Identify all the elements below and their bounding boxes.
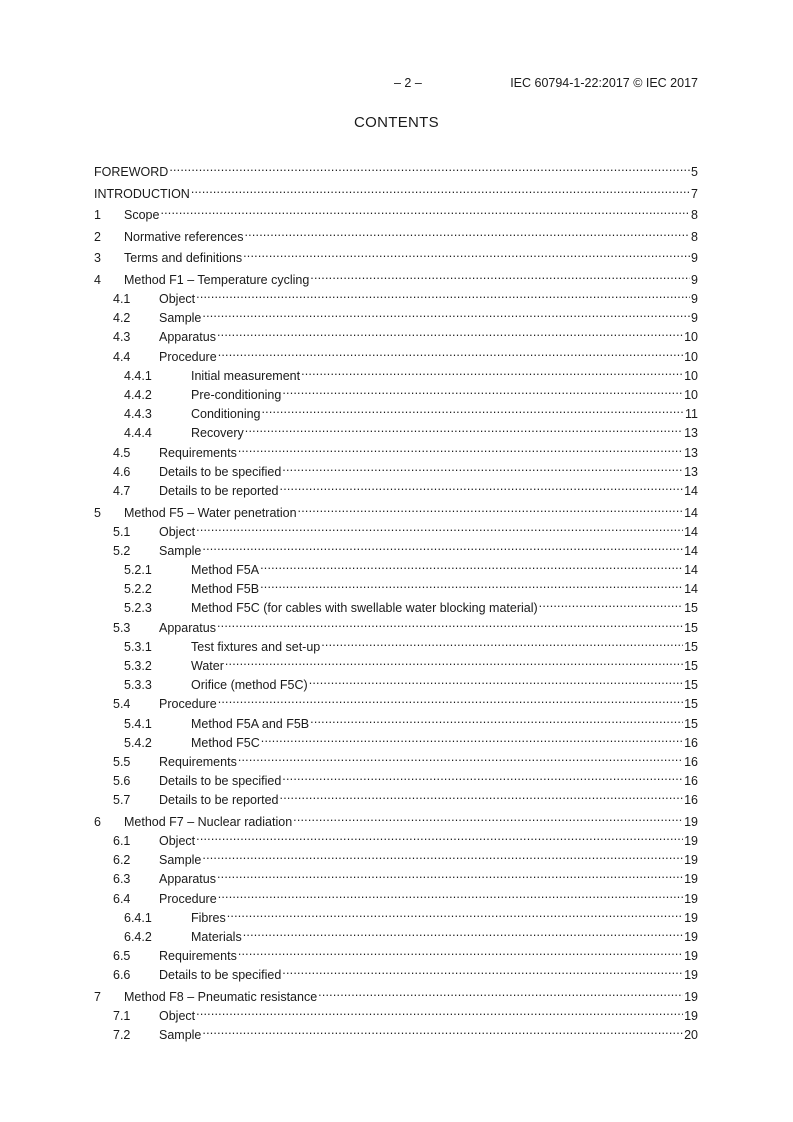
toc-entry[interactable] — [94, 284, 698, 307]
page-header — [94, 76, 698, 92]
toc-entry[interactable] — [94, 1001, 698, 1024]
dot-leader — [282, 380, 683, 399]
toc-entry-page: 15 — [684, 697, 698, 712]
dot-leader — [310, 709, 683, 728]
toc-entry[interactable] — [94, 884, 698, 906]
page-number: – 2 – — [394, 76, 422, 90]
toc-entry[interactable] — [94, 922, 698, 945]
toc-entry-page: 10 — [684, 388, 698, 403]
toc-entry-title: Requirements — [159, 445, 237, 460]
toc-entry[interactable] — [94, 747, 698, 769]
toc-entry[interactable] — [94, 418, 698, 441]
toc-entry-number: 5 — [94, 505, 101, 520]
toc-entry-page: 8 — [691, 208, 698, 223]
toc-entry-title: Method F5C — [191, 735, 260, 750]
dot-leader — [318, 982, 683, 1001]
toc-entry-title: Method F5 – Water penetration — [124, 505, 297, 520]
toc-entry-number: 7 — [94, 990, 101, 1004]
toc-entry-title: Pre-conditioning — [191, 388, 282, 403]
toc-entry[interactable] — [94, 864, 698, 887]
toc-entry-number: 5.2 — [113, 543, 131, 558]
toc-entry-title: Procedure — [159, 349, 217, 364]
toc-entry[interactable] — [94, 574, 698, 597]
dot-leader — [217, 864, 683, 883]
toc-entry[interactable] — [94, 1020, 698, 1043]
toc-entry[interactable] — [94, 766, 698, 789]
toc-entry-number: 5.2.3 — [124, 601, 152, 616]
dot-leader — [196, 517, 683, 536]
dot-leader — [280, 476, 684, 495]
toc-entry[interactable] — [94, 807, 698, 829]
toc-entry-title: Object — [159, 292, 196, 307]
toc-entry[interactable] — [94, 200, 698, 223]
dot-leader — [245, 222, 691, 241]
toc-entry-number: 5.5 — [113, 754, 131, 769]
toc-entry[interactable] — [94, 243, 698, 266]
toc-entry-title: Object — [159, 834, 196, 849]
dot-leader — [301, 361, 683, 380]
toc-entry-title: Requirements — [159, 949, 237, 964]
toc-entry-title: Conditioning — [191, 407, 261, 422]
toc-entry[interactable] — [94, 457, 698, 479]
toc-entry-number: 1 — [94, 208, 101, 223]
toc-entry-number: 6.6 — [113, 968, 131, 983]
toc-entry-page: 14 — [684, 582, 698, 597]
toc-entry-page: 19 — [684, 990, 698, 1004]
toc-entry-title: FOREWORD — [94, 165, 169, 179]
toc-entry[interactable] — [94, 361, 698, 383]
toc-entry[interactable] — [94, 960, 698, 983]
dot-leader — [238, 438, 683, 457]
toc-entry-title: Terms and definitions — [124, 251, 243, 266]
toc-entry-title: Orifice (method F5C) — [191, 678, 308, 693]
toc-entry[interactable] — [94, 476, 698, 498]
dot-leader — [196, 826, 683, 845]
dot-leader — [196, 284, 690, 303]
toc-entry-page: 15 — [684, 620, 698, 635]
toc-entry-title: Water — [191, 659, 224, 674]
toc-entry-title: Method F5A — [191, 563, 260, 578]
toc-entry-page: 10 — [684, 368, 698, 383]
toc-entry-page: 16 — [684, 754, 698, 769]
toc-entry-title: Method F5C (for cables with swellable water blocking material) — [191, 601, 538, 616]
toc-entry-number: 4.4.1 — [124, 368, 152, 383]
toc-entry-page: 16 — [684, 774, 698, 789]
toc-entry[interactable] — [94, 157, 698, 179]
toc-entry-page: 15 — [684, 678, 698, 693]
table-of-contents — [94, 157, 698, 1043]
toc-entry-number: 5.4.1 — [124, 716, 152, 731]
toc-entry-number: 4.4.3 — [124, 407, 152, 422]
toc-entry[interactable] — [94, 651, 698, 674]
toc-entry[interactable] — [94, 903, 698, 925]
toc-entry-page: 13 — [684, 445, 698, 460]
toc-entry-number: 3 — [94, 251, 101, 266]
dot-leader — [160, 200, 690, 219]
toc-entry-number: 5.2.2 — [124, 582, 152, 597]
toc-entry-number: 5.1 — [113, 524, 131, 539]
toc-entry[interactable] — [94, 517, 698, 539]
dot-leader — [218, 884, 683, 903]
toc-entry[interactable] — [94, 303, 698, 326]
toc-entry-number: 5.6 — [113, 774, 131, 789]
toc-entry-page: 14 — [684, 543, 698, 558]
toc-entry[interactable] — [94, 632, 698, 654]
toc-entry-title: Method F7 – Nuclear radiation — [124, 814, 293, 829]
toc-entry-title: Initial measurement — [191, 368, 301, 383]
toc-entry-page: 19 — [684, 949, 698, 964]
toc-entry-page: 14 — [684, 505, 698, 520]
toc-entry[interactable] — [94, 265, 698, 287]
toc-entry-number: 4 — [94, 272, 101, 287]
toc-entry-page: 14 — [684, 524, 698, 539]
toc-entry[interactable] — [94, 941, 698, 964]
toc-entry-page: 19 — [684, 1009, 698, 1024]
toc-entry-number: 6.4 — [113, 891, 131, 906]
toc-entry-title: Method F5A and F5B — [191, 716, 310, 731]
toc-entry[interactable] — [94, 709, 698, 731]
toc-entry-page: 19 — [684, 968, 698, 983]
toc-entry-page: 16 — [684, 793, 698, 808]
toc-entry-title: INTRODUCTION — [94, 186, 190, 201]
dot-leader — [280, 785, 684, 804]
toc-entry-number: 4.3 — [113, 330, 131, 345]
toc-entry-number: 6.1 — [113, 834, 131, 849]
toc-entry[interactable] — [94, 826, 698, 849]
toc-entry[interactable] — [94, 728, 698, 750]
toc-entry-number: 6 — [94, 814, 101, 829]
toc-entry[interactable] — [94, 179, 698, 201]
toc-entry-number: 6.4.2 — [124, 930, 152, 945]
toc-entry-page: 15 — [684, 601, 698, 616]
toc-entry-page: 9 — [691, 292, 698, 307]
toc-entry-page: 5 — [691, 165, 698, 179]
dot-leader — [293, 807, 683, 826]
toc-entry-page: 19 — [684, 834, 698, 849]
toc-entry-number: 4.5 — [113, 445, 131, 460]
toc-entry-number: 5.4.2 — [124, 735, 152, 750]
toc-entry-page: 15 — [684, 716, 698, 731]
toc-entry[interactable] — [94, 785, 698, 808]
toc-entry-number: 4.4 — [113, 349, 131, 364]
toc-entry-number: 4.4.2 — [124, 388, 152, 403]
toc-entry-page: 7 — [691, 186, 698, 201]
dot-leader — [243, 243, 690, 262]
toc-entry[interactable] — [94, 670, 698, 693]
dot-leader — [227, 903, 683, 922]
toc-entry-number: 4.6 — [113, 464, 131, 479]
dot-leader — [310, 265, 690, 284]
dot-leader — [225, 651, 683, 670]
toc-entry-number: 4.2 — [113, 311, 131, 326]
toc-entry-page: 16 — [684, 735, 698, 750]
dot-leader — [309, 670, 683, 689]
toc-entry-number: 7.1 — [113, 1009, 131, 1024]
toc-entry-number: 4.7 — [113, 483, 131, 498]
toc-entry-number: 6.4.1 — [124, 910, 152, 925]
toc-entry-title: Details to be specified — [159, 968, 282, 983]
dot-leader — [238, 747, 683, 766]
toc-entry-number: 5.4 — [113, 697, 131, 712]
toc-entry-title: Procedure — [159, 697, 217, 712]
dot-leader — [218, 689, 683, 708]
toc-entry[interactable] — [94, 555, 698, 578]
toc-entry-title: Details to be reported — [159, 793, 279, 808]
toc-entry-page: 19 — [684, 872, 698, 887]
toc-entry-title: Method F1 – Temperature cycling — [124, 272, 310, 287]
toc-entry-number: 4.1 — [113, 292, 131, 307]
dot-leader — [217, 613, 683, 632]
toc-entry-page: 19 — [684, 910, 698, 925]
dot-leader — [298, 498, 684, 517]
dot-leader — [260, 574, 683, 593]
toc-entry-title: Sample — [159, 311, 202, 326]
toc-entry[interactable] — [94, 322, 698, 345]
toc-entry-title: Method F8 – Pneumatic resistance — [124, 990, 318, 1004]
toc-entry-title: Requirements — [159, 754, 237, 769]
dot-leader — [191, 179, 690, 198]
toc-entry-title: Fibres — [191, 910, 226, 925]
toc-entry-number: 2 — [94, 229, 101, 244]
toc-entry-title: Details to be specified — [159, 464, 282, 479]
toc-entry-page: 14 — [684, 563, 698, 578]
toc-entry-title: Sample — [159, 543, 202, 558]
toc-entry-page: 9 — [691, 272, 698, 287]
toc-entry-page: 9 — [691, 251, 698, 266]
toc-entry-number: 4.4.4 — [124, 426, 152, 441]
dot-leader — [217, 322, 683, 341]
toc-entry-number: 5.2.1 — [124, 563, 152, 578]
toc-entry-page: 10 — [684, 349, 698, 364]
toc-entry-number: 5.3.3 — [124, 678, 152, 693]
contents-title: CONTENTS — [354, 114, 439, 131]
toc-entry-page: 19 — [684, 891, 698, 906]
toc-entry[interactable] — [94, 438, 698, 460]
dot-leader — [169, 157, 690, 176]
toc-entry-page: 11 — [685, 407, 698, 422]
dot-leader — [539, 593, 683, 612]
toc-entry-page: 19 — [684, 930, 698, 945]
toc-entry-number: 5.7 — [113, 793, 131, 808]
toc-entry[interactable] — [94, 342, 698, 364]
toc-entry-title: Procedure — [159, 891, 217, 906]
toc-entry[interactable] — [94, 689, 698, 712]
dot-leader — [282, 457, 683, 476]
toc-entry-title: Apparatus — [159, 872, 216, 887]
toc-entry-page: 19 — [684, 814, 698, 829]
dot-leader — [282, 766, 683, 785]
toc-entry[interactable] — [94, 399, 698, 422]
toc-entry-title: Details to be specified — [159, 774, 282, 789]
dot-leader — [262, 399, 685, 418]
toc-entry-title: Recovery — [191, 426, 244, 441]
toc-entry[interactable] — [94, 380, 698, 403]
toc-entry-title: Details to be reported — [159, 483, 279, 498]
toc-entry-title: Materials — [191, 930, 242, 945]
toc-entry-number: 5.3.1 — [124, 639, 152, 654]
toc-entry-page: 14 — [684, 483, 698, 498]
toc-entry-number: 6.2 — [113, 853, 131, 868]
toc-entry-page: 10 — [684, 330, 698, 345]
toc-entry[interactable] — [94, 613, 698, 635]
toc-entry-page: 19 — [684, 853, 698, 868]
toc-entry-number: 7.2 — [113, 1028, 131, 1043]
dot-leader — [218, 342, 683, 361]
dot-leader — [202, 303, 690, 322]
dot-leader — [202, 845, 683, 864]
dot-leader — [282, 960, 683, 979]
dot-leader — [238, 941, 683, 960]
dot-leader — [260, 555, 683, 574]
toc-entry[interactable] — [94, 536, 698, 558]
toc-entry-page: 9 — [691, 311, 698, 326]
toc-entry-title: Scope — [124, 208, 160, 223]
toc-entry-number: 6.5 — [113, 949, 131, 964]
toc-entry[interactable] — [94, 498, 698, 520]
toc-entry[interactable] — [94, 982, 698, 1004]
dot-leader — [202, 536, 683, 555]
toc-entry-number: 5.3 — [113, 620, 131, 635]
dot-leader — [196, 1001, 683, 1020]
toc-entry-page: 15 — [684, 639, 698, 654]
toc-entry-page: 13 — [684, 464, 698, 479]
toc-entry-page: 15 — [684, 659, 698, 674]
dot-leader — [245, 418, 683, 437]
toc-entry-title: Apparatus — [159, 330, 216, 345]
document-reference: IEC 60794-1-22:2017 © IEC 2017 — [510, 76, 698, 90]
dot-leader — [202, 1020, 683, 1039]
toc-entry[interactable] — [94, 222, 698, 244]
toc-entry-title: Sample — [159, 853, 202, 868]
toc-entry[interactable] — [94, 593, 698, 616]
toc-entry-page: 8 — [691, 229, 698, 244]
dot-leader — [261, 728, 683, 747]
toc-entry-number: 5.3.2 — [124, 659, 152, 674]
toc-entry-title: Normative references — [124, 229, 244, 244]
toc-entry-title: Object — [159, 1009, 196, 1024]
toc-entry-page: 13 — [684, 426, 698, 441]
dot-leader — [321, 632, 683, 651]
toc-entry[interactable] — [94, 845, 698, 868]
toc-entry-page: 20 — [684, 1028, 698, 1043]
toc-entry-title: Object — [159, 524, 196, 539]
toc-entry-title: Test fixtures and set-up — [191, 639, 321, 654]
toc-entry-title: Sample — [159, 1028, 202, 1043]
toc-entry-title: Method F5B — [191, 582, 260, 597]
toc-entry-number: 6.3 — [113, 872, 131, 887]
dot-leader — [243, 922, 683, 941]
toc-entry-title: Apparatus — [159, 620, 216, 635]
